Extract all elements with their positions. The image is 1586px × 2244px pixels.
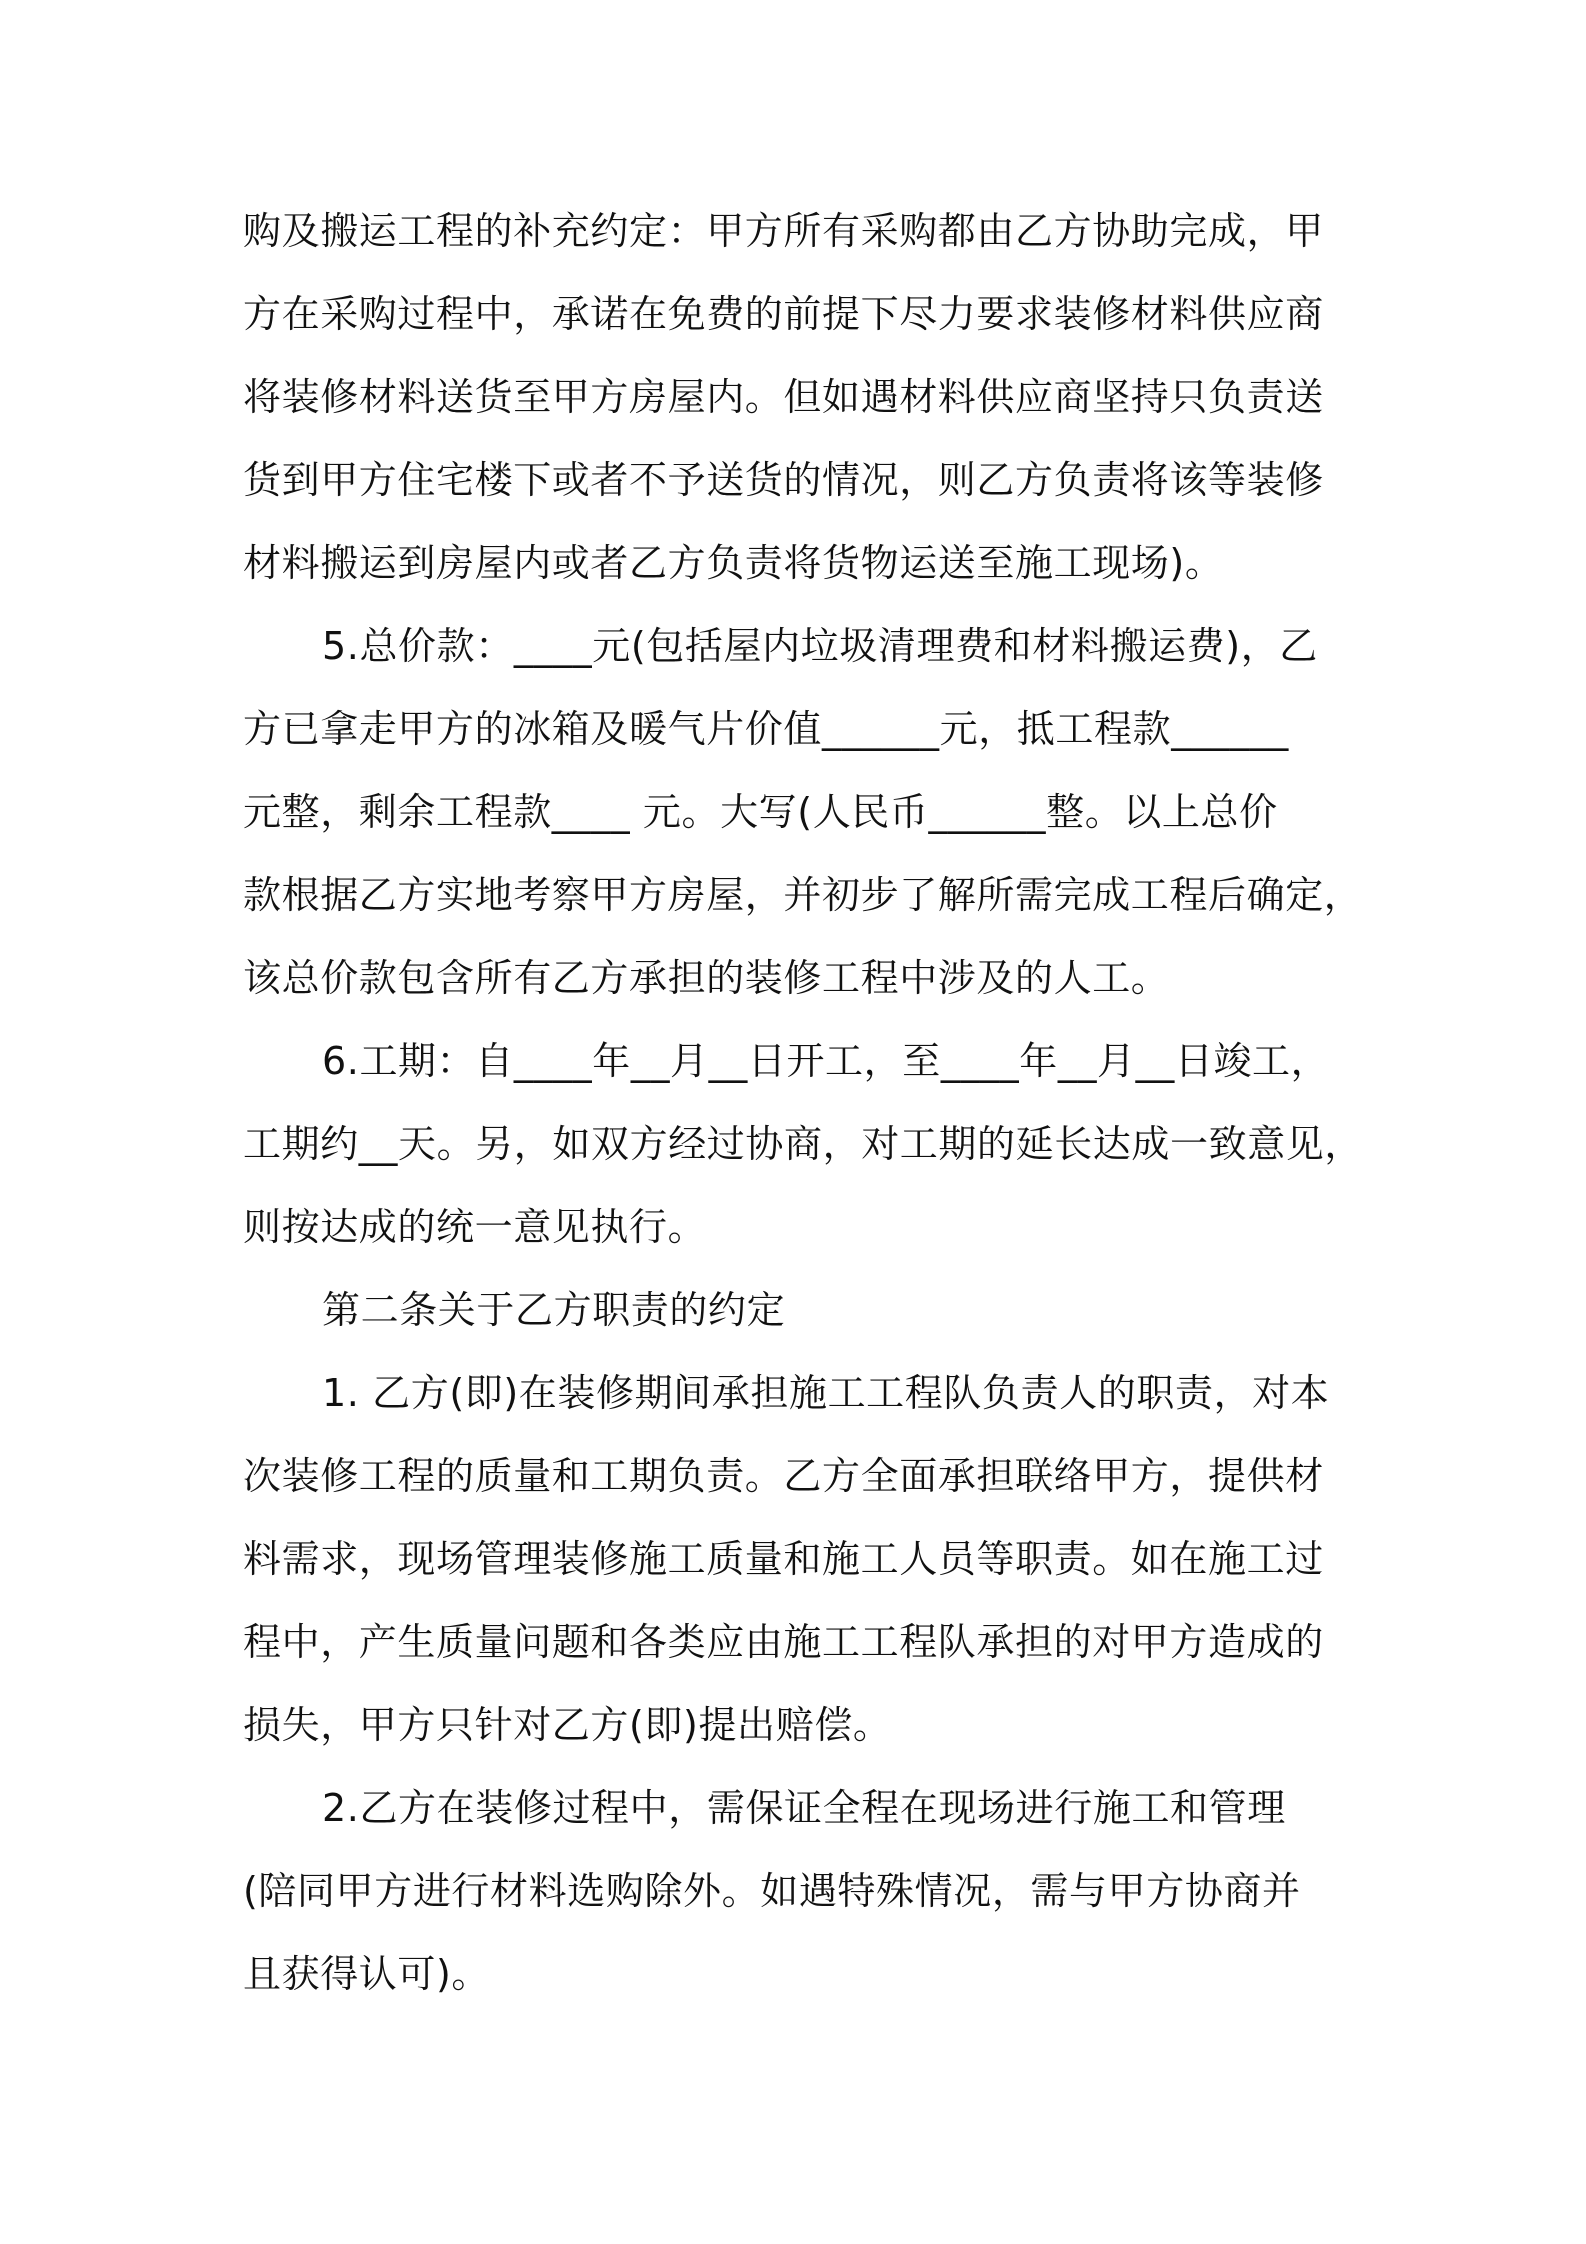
body-text-line: (陪同甲方进行材料选购除外。如遇特殊情况，需与甲方协商并 bbox=[243, 1869, 1301, 1913]
paragraph-construction-period: 6.工期：自____年__月__日开工，至____年__月__日竣工， bbox=[322, 1039, 1330, 1083]
body-text-line: 且获得认可)。 bbox=[243, 1952, 491, 1996]
paragraph-duty-1: 1. 乙方(即)在装修期间承担施工工程队负责人的职责，对本 bbox=[322, 1371, 1330, 1415]
body-text-line: 程中，产生质量问题和各类应由施工工程队承担的对甲方造成的 bbox=[243, 1620, 1324, 1664]
body-text-line: 料需求，现场管理装修施工质量和施工人员等职责。如在施工过 bbox=[243, 1537, 1324, 1581]
paragraph-total-price: 5.总价款：____元(包括屋内垃圾清理费和材料搬运费)，乙 bbox=[322, 624, 1318, 668]
body-text-line: 方在采购过程中，承诺在免费的前提下尽力要求装修材料供应商 bbox=[243, 292, 1324, 336]
body-text-line: 材料搬运到房屋内或者乙方负责将货物运送至施工现场)。 bbox=[243, 541, 1224, 585]
body-text-line: 元整，剩余工程款____ 元。大写(人民币______整。以上总价 bbox=[243, 790, 1278, 834]
body-text-line: 损失，甲方只针对乙方(即)提出赔偿。 bbox=[243, 1703, 892, 1747]
body-text-line: 工期约__天。另，如双方经过协商，对工期的延长达成一致意见， bbox=[243, 1122, 1364, 1166]
paragraph-duty-2: 2.乙方在装修过程中，需保证全程在现场进行施工和管理 bbox=[322, 1786, 1286, 1830]
body-text-line: 将装修材料送货至甲方房屋内。但如遇材料供应商坚持只负责送 bbox=[243, 375, 1324, 419]
body-text-line: 货到甲方住宅楼下或者不予送货的情况，则乙方负责将该等装修 bbox=[243, 458, 1324, 502]
section-heading: 第二条关于乙方职责的约定 bbox=[322, 1288, 786, 1332]
body-text-line: 则按达成的统一意见执行。 bbox=[243, 1205, 707, 1249]
body-text-line: 该总价款包含所有乙方承担的装修工程中涉及的人工。 bbox=[243, 956, 1170, 1000]
body-text-line: 方已拿走甲方的冰箱及暖气片价值______元，抵工程款______ bbox=[243, 707, 1289, 751]
body-text-line: 次装修工程的质量和工期负责。乙方全面承担联络甲方，提供材 bbox=[243, 1454, 1324, 1498]
body-text-line: 购及搬运工程的补充约定：甲方所有采购都由乙方协助完成，甲 bbox=[243, 209, 1324, 253]
body-text-line: 款根据乙方实地考察甲方房屋，并初步了解所需完成工程后确定， bbox=[243, 873, 1363, 917]
